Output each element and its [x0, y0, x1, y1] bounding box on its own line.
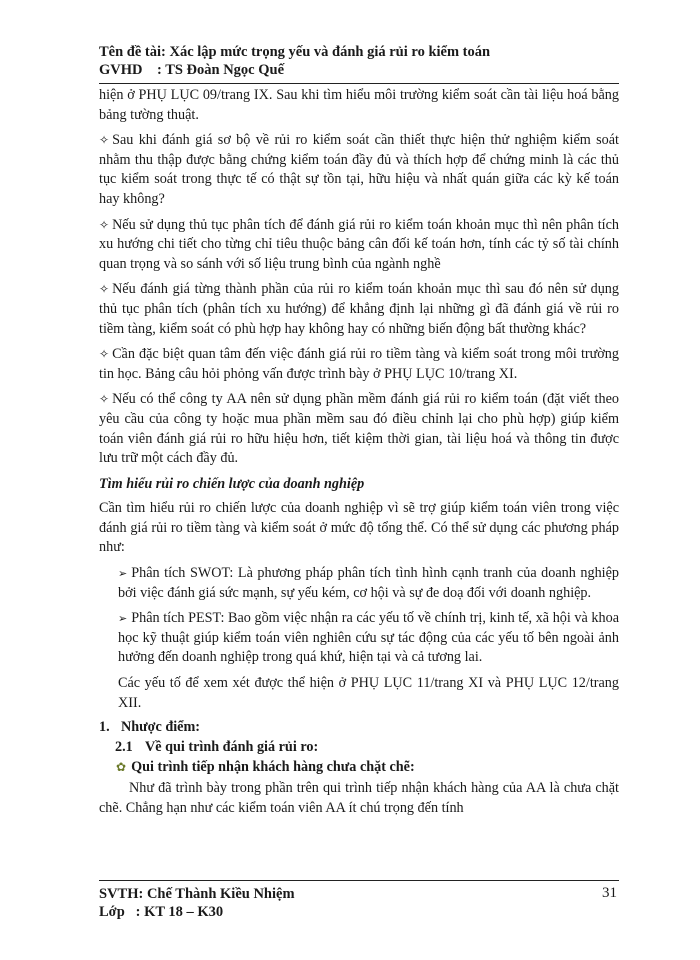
student-name: SVTH: Chế Thành Kiều Nhiệm	[99, 886, 295, 902]
heading-text: Qui trình tiếp nhận khách hàng chưa chặt chẽ:	[131, 759, 415, 776]
heading-number: 2.1	[115, 739, 133, 756]
page-footer	[99, 880, 619, 921]
bullet-paragraph	[99, 131, 619, 209]
bullet-text: Sau khi đánh giá sơ bộ về rủi ro kiểm soát cần thiết thực hiện thử nghiệm kiểm soát nhằm thu thập được bằng chứng kiểm toán đầy đủ và thích hợp để chứng minh là các thủ tục kiểm soát trong thực tế có thật sự tồn tại, hữu hiệu và nhất quán giữa các kỳ kế toán hay không?	[99, 132, 619, 207]
heading-text: Về qui trình đánh giá rủi ro:	[145, 739, 319, 756]
flower-bullet-icon: ✿	[116, 760, 127, 775]
diamond-bullet-icon: ✧	[99, 347, 110, 362]
bullet-text: Nếu sử dụng thủ tục phân tích để đánh giá rủi ro kiểm toán khoản mục thì nên phân tích xu hướng chi tiết cho từng chỉ tiêu thuộc bảng cân đối kế toán hơn, tính các tỷ số tài chính quan trọng và so sánh với số liệu trung bình của ngành nghề	[99, 216, 619, 272]
bullet-text: Cần đặc biệt quan tâm đến việc đánh giá rủi ro tiềm tàng và kiểm soát trong môi trường tin học. Bảng câu hỏi phỏng vấn được trình bày ở PHỤ LỤC 10/trang XI.	[99, 346, 619, 382]
paragraph: Các yếu tố để xem xét được thể hiện ở PHỤ LỤC 11/trang XI và PHỤ LỤC 12/trang XII.	[118, 675, 619, 711]
bullet-paragraph	[99, 390, 619, 468]
section-heading-strategy: Tìm hiểu rủi ro chiến lược của doanh nghiệp	[99, 475, 365, 492]
advisor-line: GVHD : TS Đoàn Ngọc Quế	[99, 62, 285, 78]
heading-level-2	[99, 739, 619, 756]
bullet-paragraph	[99, 216, 619, 275]
bullet-text: Nếu đánh giá từng thành phần của rủi ro kiểm toán khoản mục thì sau đó nên sử dụng thủ tục phân tích (phân tích xu hướng) để khẳng định lại những gì đã đánh giá về rủi ro tiềm tàng, kiểm soát có phù hợp hay không hay có những biến động bất thường khác?	[99, 281, 619, 337]
diamond-bullet-icon: ✧	[99, 133, 110, 148]
arrow-list-item	[99, 609, 619, 668]
footer-divider	[99, 880, 619, 881]
page-number: 31	[602, 885, 617, 901]
heading-number: 1.	[99, 719, 110, 736]
bullet-paragraph	[99, 345, 619, 384]
header-divider	[99, 83, 619, 84]
heading-level-3	[99, 759, 619, 776]
diamond-bullet-icon: ✧	[99, 282, 110, 297]
heading-level-1	[99, 719, 619, 736]
arrow-bullet-icon: ➢	[118, 612, 128, 626]
arrow-list-item	[99, 564, 619, 603]
page-header	[99, 43, 619, 84]
bullet-paragraph	[99, 280, 619, 339]
page-content	[99, 86, 619, 824]
arrow-bullet-icon: ➢	[118, 567, 128, 581]
diamond-bullet-icon: ✧	[99, 392, 110, 407]
paragraph: Cần tìm hiểu rủi ro chiến lược của doanh nghiệp vì sẽ trợ giúp kiểm toán viên trong việc đánh giá rủi ro tiềm tàng và kiểm soát ở mức độ tổng thể. Có thể sử dụng các phương pháp như:	[99, 500, 619, 556]
heading-text: Nhược điểm:	[121, 719, 201, 736]
paragraph: hiện ở PHỤ LỤC 09/trang IX. Sau khi tìm hiểu môi trường kiểm soát cần tài liệu hoá bằng bảng tường thuật.	[99, 87, 619, 123]
class-line: Lớp : KT 18 – K30	[99, 904, 224, 920]
thesis-topic: Tên đề tài: Xác lập mức trọng yếu và đánh giá rủi ro kiểm toán	[99, 44, 491, 60]
diamond-bullet-icon: ✧	[99, 217, 110, 232]
paragraph: Như đã trình bày trong phần trên qui trình tiếp nhận khách hàng của AA là chưa chặt chẽ. Chẳng hạn như các kiểm toán viên AA ít chú trọng đến tính	[99, 780, 619, 816]
bullet-text: Nếu có thể công ty AA nên sử dụng phần mềm đánh giá rủi ro kiểm toán (đặt viết theo yêu cầu của công ty hoặc mua phần mềm sau đó điều chỉnh lại cho phù hợp) giúp kiểm toán viên đánh giá rủi ro hữu hiệu hơn, tiết kiệm thời gian, tài liệu hoá và thông tin được lưu trữ một cách đầy đủ.	[99, 391, 619, 467]
list-text: Phân tích PEST: Bao gồm việc nhận ra các yếu tố về chính trị, kinh tế, xã hội và khoa học kỹ thuật giúp kiểm toán viên nghiên cứu sự tác động của các yếu tố bên ngoài ảnh hưởng đến doanh nghiệp trong quá khứ, hiện tại và cả tương lai.	[118, 610, 619, 666]
list-text: Phân tích SWOT: Là phương pháp phân tích tình hình cạnh tranh của doanh nghiệp bởi việc đánh giá sức mạnh, sự yếu kém, cơ hội và sự đe doạ đối với doanh nghiệp.	[118, 565, 619, 601]
